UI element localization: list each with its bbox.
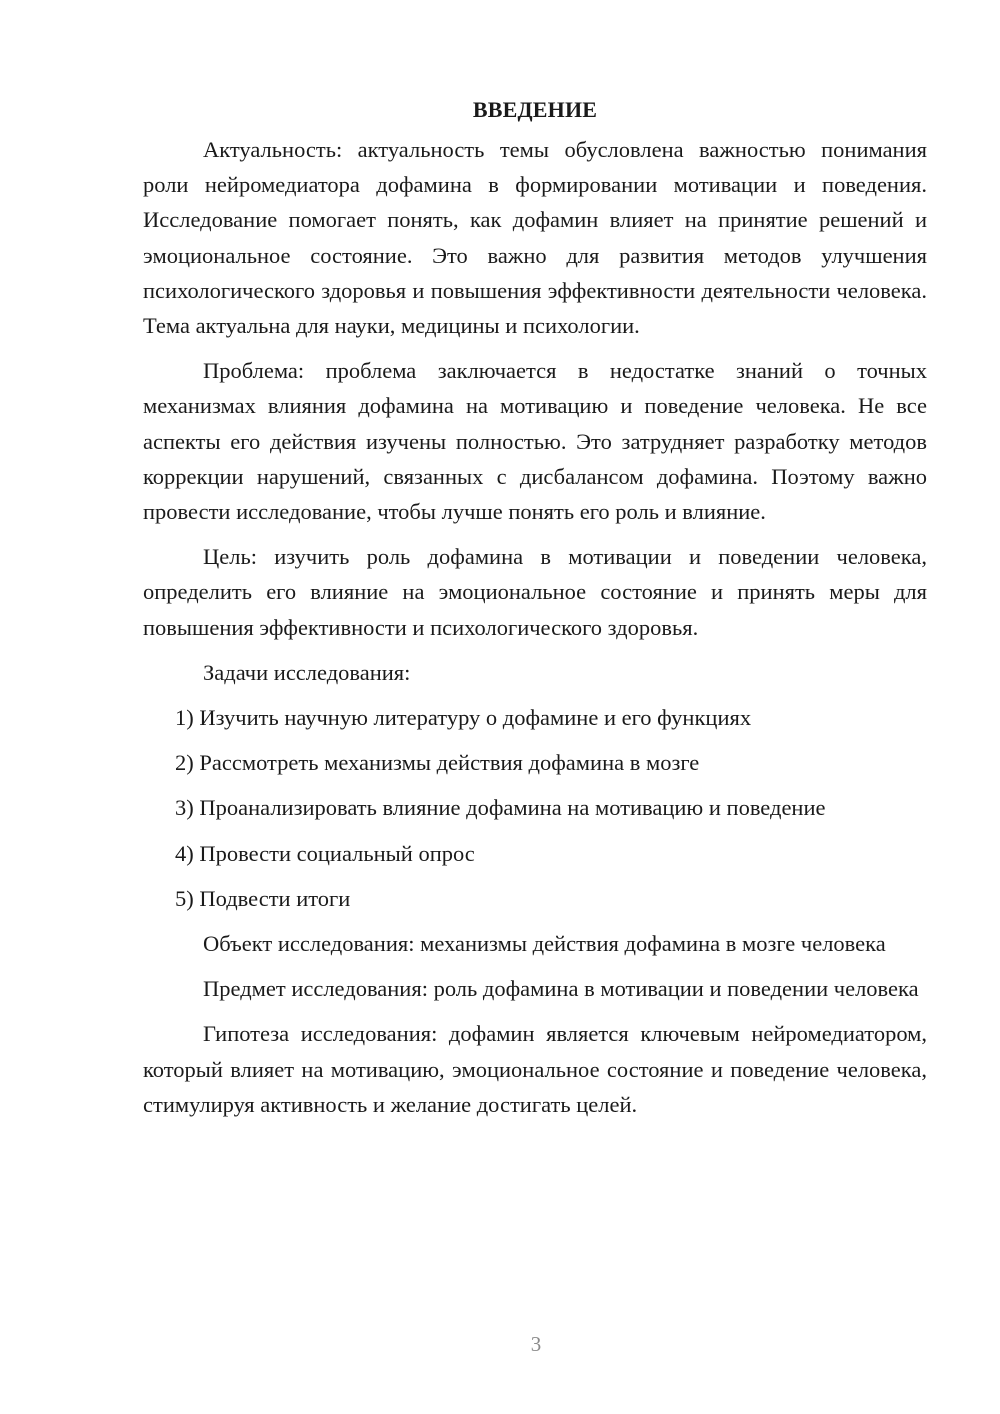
document-page — [143, 92, 927, 1132]
page-number: 3 — [530, 1332, 542, 1356]
task-item: 4) Провести социальный опрос — [175, 840, 475, 866]
subject-paragraph: Предмет исследования: роль дофамина в мотивации и поведении человека — [203, 976, 919, 1002]
task-item: 3) Проанализировать влияние дофамина на мотивацию и поведение — [175, 795, 826, 821]
object-paragraph: Объект исследования: механизмы действия дофамина в мозге человека — [203, 931, 886, 957]
tasks-heading: Задачи исследования: — [203, 659, 411, 685]
tasks-list — [143, 700, 927, 916]
problem-paragraph: Проблема: проблема заключается в недостатке знаний о точных механизмах влияния дофамина на мотивацию и поведение человека. Не все аспекты его действия изучены полностью. Это затрудняет разработку методов коррекции нарушений, связанных с дисбалансом дофамина. Поэтому важно провести исследование, чтобы лучше понять его роль и влияние. — [143, 358, 927, 525]
hypothesis-paragraph: Гипотеза исследования: дофамин является ключевым нейромедиатором, который влияет на мотивацию, эмоциональное состояние и поведение человека, стимулируя активность и желание достигать целей. — [143, 1021, 927, 1117]
task-item: 5) Подвести итоги — [175, 885, 351, 911]
task-item: 1) Изучить научную литературу о дофамине и его функциях — [175, 705, 752, 731]
goal-paragraph: Цель: изучить роль дофамина в мотивации и поведении человека, определить его влияние на эмоциональное состояние и принять меры для повышения эффективности и психологического здоровья. — [143, 544, 927, 640]
relevance-paragraph: Актуальность: актуальность темы обусловлена важностью понимания роли нейромедиатора дофамина в формировании мотивации и поведения. Исследование помогает понять, как дофамин влияет на принятие решений и эмоциональное состояние. Это важно для развития методов улучшения психологического здоровья и повышения эффективности деятельности человека. Тема актуальна для науки, медицины и психологии. — [143, 137, 927, 339]
page-title: ВВЕДЕНИЕ — [472, 97, 598, 122]
task-item: 2) Рассмотреть механизмы действия дофамина в мозге — [175, 750, 700, 776]
